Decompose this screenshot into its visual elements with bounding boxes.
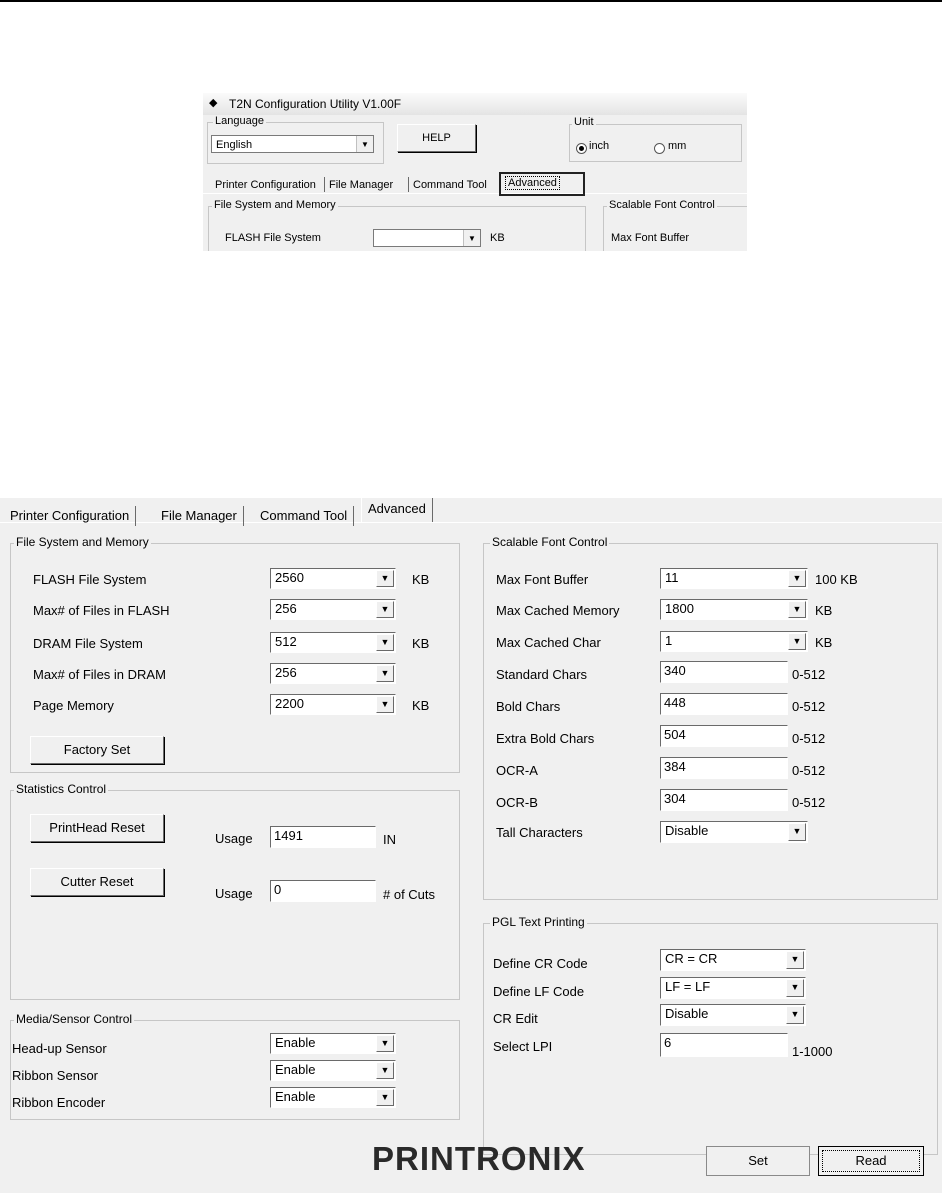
chevron-down-icon: ▼ (786, 1006, 804, 1024)
tab-advanced[interactable]: Advanced (361, 498, 433, 522)
tall-characters-select[interactable] (660, 821, 808, 843)
chevron-down-icon: ▼ (788, 633, 806, 650)
max-cached-memory-unit: KB (815, 603, 833, 618)
max-font-buffer-value: 11 (665, 570, 679, 585)
unit-mm-radio[interactable] (654, 143, 665, 154)
crop-scalable-label: Scalable Font Control (609, 199, 715, 211)
max-cached-char-unit: KB (815, 635, 833, 650)
ocr-a-range: 0-512 (792, 763, 826, 778)
bold-chars-value: 448 (664, 695, 686, 710)
chevron-down-icon: ▼ (356, 136, 373, 152)
factory-set-button[interactable]: Factory Set (30, 736, 164, 764)
advanced-tab-window (0, 498, 942, 1193)
chevron-down-icon: ▼ (788, 570, 806, 587)
printhead-usage-value: 1491 (274, 828, 303, 843)
unit-inch-label: inch (589, 140, 610, 152)
tab-command-tool[interactable]: Command Tool (254, 506, 354, 526)
page-top-rule (0, 0, 942, 2)
cutter-usage-value: 0 (274, 882, 282, 897)
define-cr-code-label: Define CR Code (493, 956, 588, 971)
dram-file-system-unit: KB (412, 636, 430, 651)
extra-bold-chars-value: 504 (664, 727, 686, 742)
crop-max-font-label: Max Font Buffer (611, 232, 690, 244)
max-files-flash-select[interactable] (270, 599, 396, 620)
dram-file-system-select[interactable] (270, 632, 396, 653)
head-up-sensor-value: Enable (275, 1035, 316, 1050)
chevron-down-icon: ▼ (376, 1062, 394, 1079)
standard-chars-range: 0-512 (792, 667, 826, 682)
chevron-down-icon: ▼ (376, 1089, 394, 1106)
select-lpi-field[interactable] (660, 1033, 788, 1057)
crop-file-system-label: File System and Memory (214, 199, 336, 211)
crop-flash-unit: KB (490, 232, 505, 244)
chevron-down-icon: ▼ (786, 979, 804, 997)
app-icon: ◆ (209, 97, 218, 109)
ribbon-encoder-label: Ribbon Encoder (12, 1095, 106, 1110)
chevron-down-icon: ▼ (376, 665, 394, 682)
extra-bold-chars-label: Extra Bold Chars (496, 731, 595, 746)
max-font-buffer-unit: 100 KB (815, 572, 858, 587)
tall-characters-value: Disable (665, 823, 709, 838)
ocr-a-field[interactable] (660, 757, 788, 779)
crop-tab-command-tool[interactable]: Command Tool (413, 179, 487, 191)
printhead-usage-unit: IN (383, 832, 396, 847)
ocr-a-label: OCR-A (496, 763, 538, 778)
standard-chars-field[interactable] (660, 661, 788, 683)
bold-chars-field[interactable] (660, 693, 788, 715)
ribbon-encoder-select[interactable] (270, 1087, 396, 1108)
file-system-group-title: File System and Memory (16, 535, 149, 549)
cutter-reset-button[interactable]: Cutter Reset (30, 868, 164, 896)
printhead-reset-button[interactable]: PrintHead Reset (30, 814, 164, 842)
language-value: English (216, 139, 253, 151)
chevron-down-icon: ▼ (786, 951, 804, 969)
standard-chars-label: Standard Chars (496, 667, 588, 682)
cr-edit-label: CR Edit (493, 1011, 538, 1026)
chevron-down-icon: ▼ (376, 570, 394, 587)
max-files-dram-select[interactable] (270, 663, 396, 684)
pgl-text-group-title: PGL Text Printing (492, 915, 585, 929)
max-files-dram-value: 256 (275, 665, 297, 680)
extra-bold-chars-range: 0-512 (792, 731, 826, 746)
max-files-flash-value: 256 (275, 601, 297, 616)
help-button[interactable]: HELP (397, 124, 476, 152)
flash-file-system-select[interactable] (270, 568, 396, 589)
max-files-flash-label: Max# of Files in FLASH (33, 603, 170, 618)
cr-edit-value: Disable (665, 1006, 709, 1021)
define-lf-code-value: LF = LF (665, 979, 711, 994)
select-lpi-value: 6 (664, 1035, 672, 1050)
ocr-b-value: 304 (664, 791, 686, 806)
page-memory-unit: KB (412, 698, 430, 713)
tab-strip-line (0, 522, 942, 523)
max-font-buffer-label: Max Font Buffer (496, 572, 589, 587)
select-lpi-label: Select LPI (493, 1039, 553, 1054)
select-lpi-range: 1-1000 (792, 1044, 833, 1059)
scalable-font-group (483, 543, 938, 900)
statistics-group-title: Statistics Control (16, 782, 107, 796)
ribbon-sensor-value: Enable (275, 1062, 316, 1077)
head-up-sensor-select[interactable] (270, 1033, 396, 1054)
read-button[interactable]: Read (818, 1146, 924, 1176)
standard-chars-value: 340 (664, 663, 686, 678)
language-select[interactable] (211, 135, 374, 153)
dram-file-system-label: DRAM File System (33, 636, 143, 651)
max-cached-memory-value: 1800 (665, 601, 694, 616)
dram-file-system-value: 512 (275, 634, 297, 649)
tab-divider (408, 177, 409, 192)
ribbon-sensor-label: Ribbon Sensor (12, 1068, 98, 1083)
set-button[interactable]: Set (706, 1146, 810, 1176)
page-memory-value: 2200 (275, 696, 304, 711)
tall-characters-label: Tall Characters (496, 825, 583, 840)
head-up-sensor-label: Head-up Sensor (12, 1041, 107, 1056)
chevron-down-icon: ▼ (376, 696, 394, 713)
flash-file-system-label: FLASH File System (33, 572, 147, 587)
ocr-b-field[interactable] (660, 789, 788, 811)
crop-flash-label: FLASH File System (225, 232, 321, 244)
define-lf-code-label: Define LF Code (493, 984, 585, 999)
printhead-usage-label: Usage (215, 831, 253, 846)
ocr-a-value: 384 (664, 759, 686, 774)
tab-printer-configuration[interactable]: Printer Configuration (4, 506, 136, 526)
max-files-dram-label: Max# of Files in DRAM (33, 667, 166, 682)
cutter-usage-unit: # of Cuts (383, 887, 436, 902)
chevron-down-icon: ▼ (376, 601, 394, 618)
max-cached-memory-label: Max Cached Memory (496, 603, 620, 618)
crop-tab-printer-config[interactable]: Printer Configuration (215, 179, 316, 191)
flash-file-system-value: 2560 (275, 570, 304, 585)
scalable-font-group-title: Scalable Font Control (492, 535, 608, 549)
ribbon-sensor-select[interactable] (270, 1060, 396, 1081)
tab-divider (324, 177, 325, 192)
crop-tab-line (203, 193, 747, 194)
define-cr-code-select[interactable] (660, 949, 806, 971)
utility-window-crop (203, 93, 747, 251)
unit-mm-label: mm (668, 140, 687, 152)
chevron-down-icon: ▼ (788, 823, 806, 841)
chevron-down-icon: ▼ (788, 601, 806, 618)
max-cached-memory-select[interactable] (660, 599, 808, 620)
max-font-buffer-select[interactable] (660, 568, 808, 589)
window-title: T2N Configuration Utility V1.00F (229, 97, 402, 111)
max-cached-char-select[interactable] (660, 631, 808, 652)
cr-edit-select[interactable] (660, 1004, 806, 1026)
printhead-usage-field[interactable] (270, 826, 376, 848)
window-titlebar (203, 93, 747, 115)
chevron-down-icon: ▼ (376, 1035, 394, 1052)
crop-tab-file-manager[interactable]: File Manager (329, 179, 394, 191)
max-cached-char-label: Max Cached Char (496, 635, 601, 650)
page-memory-select[interactable] (270, 694, 396, 715)
crop-flash-select[interactable] (373, 229, 481, 247)
crop-tab-advanced[interactable]: Advanced (505, 176, 560, 190)
ocr-b-label: OCR-B (496, 795, 538, 810)
printronix-logo: PRINTRONIX (372, 1140, 586, 1177)
cutter-usage-label: Usage (215, 886, 253, 901)
extra-bold-chars-field[interactable] (660, 725, 788, 747)
tab-file-manager[interactable]: File Manager (155, 506, 244, 526)
media-sensor-group-title: Media/Sensor Control (16, 1012, 133, 1026)
chevron-down-icon: ▼ (463, 230, 480, 246)
define-cr-code-value: CR = CR (665, 951, 718, 966)
chevron-down-icon: ▼ (376, 634, 394, 651)
ribbon-encoder-value: Enable (275, 1089, 316, 1104)
cutter-usage-field[interactable] (270, 880, 376, 902)
crop-scalable-group (603, 206, 747, 251)
unit-group-label: Unit (574, 116, 594, 128)
define-lf-code-select[interactable] (660, 977, 806, 999)
ocr-b-range: 0-512 (792, 795, 826, 810)
unit-inch-radio[interactable] (576, 143, 587, 154)
bold-chars-range: 0-512 (792, 699, 826, 714)
language-group-label: Language (215, 115, 264, 127)
page-memory-label: Page Memory (33, 698, 114, 713)
flash-file-system-unit: KB (412, 572, 430, 587)
bold-chars-label: Bold Chars (496, 699, 561, 714)
max-cached-char-value: 1 (665, 633, 673, 648)
